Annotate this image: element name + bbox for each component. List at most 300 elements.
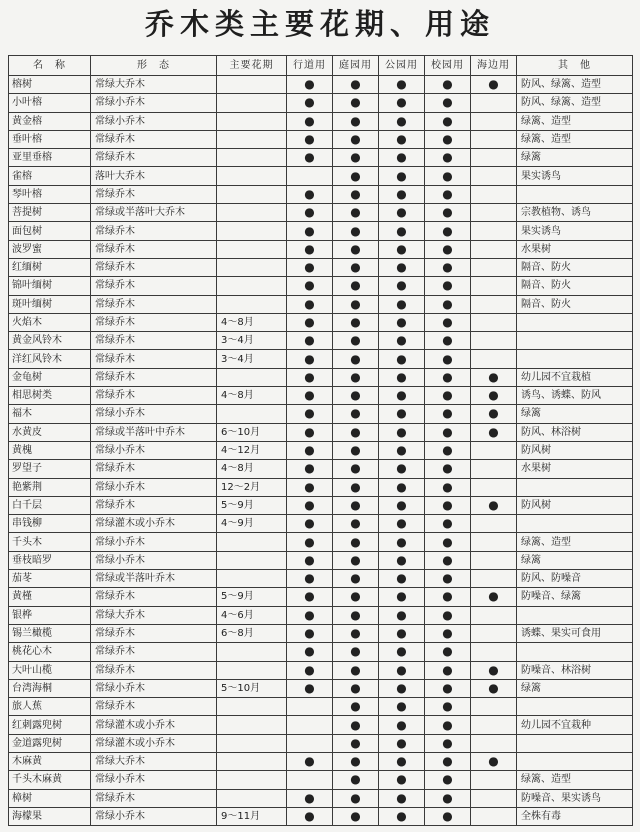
seaside-use-cell: [471, 533, 517, 551]
other-uses-cell: 绿篱: [517, 551, 633, 569]
street-use-cell: [287, 313, 333, 331]
tree-form-cell: 常绿乔木: [91, 240, 217, 258]
garden-use-cell: [333, 807, 379, 825]
other-uses-cell: 绿篱、造型: [517, 533, 633, 551]
tree-name-cell: 锦叶缅树: [9, 277, 91, 295]
use-dot-icon: ●: [442, 168, 453, 183]
campus-use-cell: [425, 460, 471, 478]
table-row: [9, 295, 633, 313]
garden-use-cell: [333, 606, 379, 624]
campus-use-cell: [425, 752, 471, 770]
campus-use-cell: [425, 606, 471, 624]
header-form: 形 态: [91, 56, 217, 76]
header-campus-use: 校园用: [425, 56, 471, 76]
campus-use-cell: [425, 130, 471, 148]
table-row: [9, 130, 633, 148]
use-dot-icon: ●: [304, 241, 315, 256]
other-uses-cell: [517, 643, 633, 661]
use-dot-icon: ●: [350, 315, 361, 329]
other-uses-cell: 水果树: [517, 460, 633, 478]
tree-name-cell: 金龟树: [9, 368, 91, 386]
tree-form-cell: 常绿小乔木: [91, 405, 217, 423]
tree-name-cell: 红缅树: [9, 258, 91, 276]
use-dot-icon: ●: [488, 369, 499, 384]
tree-form-cell: 常绿乔木: [91, 295, 217, 313]
use-dot-icon: ●: [304, 809, 315, 824]
flowering-period-cell: [217, 716, 287, 734]
seaside-use-cell: [471, 551, 517, 569]
table-row: [9, 771, 633, 789]
tree-name-cell: 樟树: [9, 789, 91, 807]
tree-form-cell: 常绿小乔木: [91, 112, 217, 130]
garden-use-cell: [333, 258, 379, 276]
tree-name-cell: 亚里垂榕: [9, 149, 91, 167]
table-row: [9, 313, 633, 331]
garden-use-cell: [333, 167, 379, 185]
use-dot-icon: ●: [304, 150, 315, 165]
street-use-cell: [287, 350, 333, 368]
table-row: [9, 515, 633, 533]
table-row: [9, 185, 633, 203]
use-dot-icon: ●: [396, 571, 407, 586]
tree-form-cell: 常绿大乔木: [91, 76, 217, 94]
garden-use-cell: [333, 771, 379, 789]
seaside-use-cell: [471, 734, 517, 752]
campus-use-cell: [425, 588, 471, 606]
tree-form-cell: 常绿小乔木: [91, 478, 217, 496]
street-use-cell: [287, 130, 333, 148]
use-dot-icon: ●: [442, 534, 453, 549]
use-dot-icon: ●: [304, 516, 315, 531]
table-row: [9, 533, 633, 551]
use-dot-icon: ●: [396, 589, 407, 604]
street-use-cell: [287, 771, 333, 789]
tree-name-cell: 黄槐: [9, 441, 91, 459]
garden-use-cell: [333, 130, 379, 148]
campus-use-cell: [425, 624, 471, 642]
use-dot-icon: ●: [396, 790, 407, 805]
use-dot-icon: ●: [304, 680, 315, 695]
use-dot-icon: ●: [350, 516, 361, 531]
tree-form-cell: 常绿或半落叶大乔木: [91, 204, 217, 222]
tree-form-cell: 常绿乔木: [91, 643, 217, 661]
use-dot-icon: ●: [350, 680, 361, 695]
street-use-cell: [287, 222, 333, 240]
use-dot-icon: ●: [350, 260, 361, 275]
flowering-period-cell: 5～10月: [217, 679, 287, 697]
seaside-use-cell: [471, 405, 517, 423]
tree-form-cell: 常绿乔木: [91, 130, 217, 148]
park-use-cell: [379, 332, 425, 350]
park-use-cell: [379, 606, 425, 624]
use-dot-icon: ●: [350, 479, 361, 494]
flowering-period-cell: [217, 112, 287, 130]
flowering-period-cell: 9～11月: [217, 807, 287, 825]
flowering-period-cell: 5～9月: [217, 496, 287, 514]
garden-use-cell: [333, 277, 379, 295]
park-use-cell: [379, 551, 425, 569]
garden-use-cell: [333, 515, 379, 533]
use-dot-icon: ●: [304, 534, 315, 549]
park-use-cell: [379, 94, 425, 112]
use-dot-icon: ●: [488, 754, 499, 769]
flowering-period-cell: 3～4月: [217, 350, 287, 368]
campus-use-cell: [425, 94, 471, 112]
use-dot-icon: ●: [442, 95, 453, 110]
tree-form-cell: 常绿乔木: [91, 313, 217, 331]
table-row: [9, 698, 633, 716]
use-dot-icon: ●: [350, 241, 361, 256]
use-dot-icon: ●: [350, 388, 361, 403]
use-dot-icon: ●: [350, 809, 361, 824]
use-dot-icon: ●: [350, 113, 361, 128]
street-use-cell: [287, 295, 333, 313]
other-uses-cell: [517, 698, 633, 716]
campus-use-cell: [425, 185, 471, 203]
seaside-use-cell: [471, 130, 517, 148]
tree-name-cell: 黄金风铃木: [9, 332, 91, 350]
tree-form-cell: 常绿乔木: [91, 588, 217, 606]
flowering-period-cell: [217, 185, 287, 203]
use-dot-icon: ●: [396, 644, 407, 659]
use-dot-icon: ●: [350, 369, 361, 384]
street-use-cell: [287, 368, 333, 386]
other-uses-cell: [517, 606, 633, 624]
use-dot-icon: ●: [442, 132, 453, 147]
use-dot-icon: ●: [396, 443, 407, 458]
tree-form-cell: 常绿乔木: [91, 222, 217, 240]
tree-form-cell: 常绿乔木: [91, 350, 217, 368]
park-use-cell: [379, 185, 425, 203]
campus-use-cell: [425, 661, 471, 679]
use-dot-icon: ●: [396, 113, 407, 128]
other-uses-cell: [517, 350, 633, 368]
tree-name-cell: 菩提树: [9, 204, 91, 222]
table-row: [9, 204, 633, 222]
seaside-use-cell: [471, 332, 517, 350]
use-dot-icon: ●: [304, 461, 315, 476]
flowering-period-cell: 4～8月: [217, 387, 287, 405]
use-dot-icon: ●: [442, 223, 453, 238]
park-use-cell: [379, 460, 425, 478]
use-dot-icon: ●: [396, 132, 407, 147]
street-use-cell: [287, 496, 333, 514]
park-use-cell: [379, 295, 425, 313]
street-use-cell: [287, 551, 333, 569]
other-uses-cell: 防风树: [517, 496, 633, 514]
tree-name-cell: 水黄皮: [9, 423, 91, 441]
garden-use-cell: [333, 423, 379, 441]
other-uses-cell: 水果树: [517, 240, 633, 258]
header-park-use: 公园用: [379, 56, 425, 76]
use-dot-icon: ●: [396, 754, 407, 769]
flowering-period-cell: [217, 789, 287, 807]
flowering-period-cell: 6～10月: [217, 423, 287, 441]
other-uses-cell: 隔音、防火: [517, 295, 633, 313]
garden-use-cell: [333, 149, 379, 167]
use-dot-icon: ●: [442, 406, 453, 421]
other-uses-cell: 隔音、防火: [517, 258, 633, 276]
table-header-row: [9, 56, 633, 76]
tree-form-cell: 常绿乔木: [91, 185, 217, 203]
tree-name-cell: 琴叶榕: [9, 185, 91, 203]
seaside-use-cell: [471, 258, 517, 276]
table-row: [9, 441, 633, 459]
use-dot-icon: ●: [304, 77, 315, 92]
garden-use-cell: [333, 368, 379, 386]
campus-use-cell: [425, 387, 471, 405]
tree-name-cell: 小叶榕: [9, 94, 91, 112]
header-street-use: 行道用: [287, 56, 333, 76]
use-dot-icon: ●: [350, 95, 361, 110]
tree-name-cell: 相思树类: [9, 387, 91, 405]
campus-use-cell: [425, 533, 471, 551]
use-dot-icon: ●: [304, 223, 315, 238]
use-dot-icon: ●: [350, 717, 361, 732]
garden-use-cell: [333, 533, 379, 551]
tree-form-cell: 常绿灌木或小乔木: [91, 734, 217, 752]
park-use-cell: [379, 277, 425, 295]
use-dot-icon: ●: [396, 809, 407, 824]
campus-use-cell: [425, 771, 471, 789]
flowering-period-cell: [217, 698, 287, 716]
use-dot-icon: ●: [350, 443, 361, 458]
seaside-use-cell: [471, 149, 517, 167]
table-row: [9, 606, 633, 624]
table-row: [9, 350, 633, 368]
table-row: [9, 167, 633, 185]
use-dot-icon: ●: [396, 369, 407, 384]
street-use-cell: [287, 204, 333, 222]
street-use-cell: [287, 789, 333, 807]
flowering-period-cell: [217, 771, 287, 789]
use-dot-icon: ●: [304, 790, 315, 805]
tree-form-cell: 常绿小乔木: [91, 94, 217, 112]
street-use-cell: [287, 643, 333, 661]
flowering-period-cell: [217, 533, 287, 551]
use-dot-icon: ●: [488, 424, 499, 439]
campus-use-cell: [425, 734, 471, 752]
use-dot-icon: ●: [396, 626, 407, 641]
tree-name-cell: 台湾海桐: [9, 679, 91, 697]
other-uses-cell: 绿篱、造型: [517, 771, 633, 789]
table-row: [9, 222, 633, 240]
garden-use-cell: [333, 112, 379, 130]
campus-use-cell: [425, 222, 471, 240]
use-dot-icon: ●: [442, 662, 453, 677]
tree-form-cell: 常绿大乔木: [91, 606, 217, 624]
use-dot-icon: ●: [350, 278, 361, 293]
use-dot-icon: ●: [442, 479, 453, 494]
tree-form-cell: 常绿或半落叶乔木: [91, 570, 217, 588]
street-use-cell: [287, 277, 333, 295]
other-uses-cell: 防风、防噪音: [517, 570, 633, 588]
use-dot-icon: ●: [350, 772, 361, 787]
campus-use-cell: [425, 423, 471, 441]
campus-use-cell: [425, 698, 471, 716]
flowering-period-cell: [217, 222, 287, 240]
other-uses-cell: 幼儿园不宜栽植: [517, 368, 633, 386]
use-dot-icon: ●: [350, 699, 361, 714]
use-dot-icon: ●: [396, 534, 407, 549]
tree-form-cell: 常绿乔木: [91, 624, 217, 642]
garden-use-cell: [333, 350, 379, 368]
tree-form-cell: 常绿或半落叶中乔木: [91, 423, 217, 441]
park-use-cell: [379, 368, 425, 386]
use-dot-icon: ●: [442, 809, 453, 824]
street-use-cell: [287, 734, 333, 752]
use-dot-icon: ●: [442, 497, 453, 512]
campus-use-cell: [425, 496, 471, 514]
tree-form-cell: 常绿乔木: [91, 460, 217, 478]
seaside-use-cell: [471, 185, 517, 203]
table-row: [9, 112, 633, 130]
seaside-use-cell: [471, 478, 517, 496]
header-seaside-use: 海边用: [471, 56, 517, 76]
table-row: [9, 643, 633, 661]
park-use-cell: [379, 734, 425, 752]
park-use-cell: [379, 149, 425, 167]
use-dot-icon: ●: [396, 77, 407, 92]
tree-form-cell: 常绿小乔木: [91, 533, 217, 551]
flowering-period-cell: [217, 94, 287, 112]
tree-name-cell: 金道露兜树: [9, 734, 91, 752]
use-dot-icon: ●: [396, 333, 407, 348]
use-dot-icon: ●: [304, 351, 315, 366]
use-dot-icon: ●: [396, 497, 407, 512]
table-row: [9, 76, 633, 94]
use-dot-icon: ●: [488, 680, 499, 695]
other-uses-cell: 隔音、防火: [517, 277, 633, 295]
table-row: [9, 149, 633, 167]
flowering-period-cell: [217, 643, 287, 661]
use-dot-icon: ●: [304, 626, 315, 641]
use-dot-icon: ●: [396, 662, 407, 677]
use-dot-icon: ●: [442, 278, 453, 293]
use-dot-icon: ●: [396, 388, 407, 403]
tree-form-cell: 常绿乔木: [91, 496, 217, 514]
use-dot-icon: ●: [304, 662, 315, 677]
use-dot-icon: ●: [488, 589, 499, 604]
use-dot-icon: ●: [442, 772, 453, 787]
street-use-cell: [287, 240, 333, 258]
flowering-period-cell: [217, 149, 287, 167]
park-use-cell: [379, 533, 425, 551]
flowering-period-cell: [217, 130, 287, 148]
use-dot-icon: ●: [304, 315, 315, 329]
garden-use-cell: [333, 496, 379, 514]
page-title: 乔木类主要花期、用途: [144, 7, 495, 41]
flowering-period-cell: [217, 258, 287, 276]
tree-name-cell: 黄槿: [9, 588, 91, 606]
street-use-cell: [287, 478, 333, 496]
flowering-period-cell: [217, 167, 287, 185]
use-dot-icon: ●: [442, 589, 453, 604]
street-use-cell: [287, 606, 333, 624]
tree-form-cell: 常绿小乔木: [91, 771, 217, 789]
tree-form-cell: 常绿乔木: [91, 661, 217, 679]
use-dot-icon: ●: [350, 351, 361, 366]
flowering-period-cell: 4～12月: [217, 441, 287, 459]
use-dot-icon: ●: [350, 205, 361, 220]
garden-use-cell: [333, 679, 379, 697]
use-dot-icon: ●: [396, 278, 407, 293]
table-row: [9, 94, 633, 112]
tree-name-cell: 海檬果: [9, 807, 91, 825]
tree-name-cell: 榕树: [9, 76, 91, 94]
use-dot-icon: ●: [442, 186, 453, 201]
park-use-cell: [379, 405, 425, 423]
seaside-use-cell: [471, 295, 517, 313]
seaside-use-cell: [471, 94, 517, 112]
use-dot-icon: ●: [396, 150, 407, 165]
table-row: [9, 679, 633, 697]
park-use-cell: [379, 222, 425, 240]
tree-form-cell: 常绿小乔木: [91, 807, 217, 825]
use-dot-icon: ●: [350, 607, 361, 622]
table-row: [9, 478, 633, 496]
use-dot-icon: ●: [396, 516, 407, 531]
use-dot-icon: ●: [442, 351, 453, 366]
use-dot-icon: ●: [350, 790, 361, 805]
street-use-cell: [287, 405, 333, 423]
other-uses-cell: 果实诱鸟: [517, 222, 633, 240]
street-use-cell: [287, 460, 333, 478]
use-dot-icon: ●: [350, 626, 361, 641]
header-name: 名 称: [9, 56, 91, 76]
tree-name-cell: 福木: [9, 405, 91, 423]
campus-use-cell: [425, 405, 471, 423]
campus-use-cell: [425, 643, 471, 661]
other-uses-cell: 诱鸟、诱蝶、防风: [517, 387, 633, 405]
seaside-use-cell: [471, 313, 517, 331]
campus-use-cell: [425, 204, 471, 222]
park-use-cell: [379, 588, 425, 606]
park-use-cell: [379, 423, 425, 441]
garden-use-cell: [333, 478, 379, 496]
tree-form-cell: 常绿乔木: [91, 332, 217, 350]
use-dot-icon: ●: [442, 260, 453, 275]
park-use-cell: [379, 716, 425, 734]
seaside-use-cell: [471, 350, 517, 368]
campus-use-cell: [425, 368, 471, 386]
use-dot-icon: ●: [442, 77, 453, 92]
other-uses-cell: [517, 478, 633, 496]
tree-name-cell: 黄金榕: [9, 112, 91, 130]
tree-name-cell: 面包树: [9, 222, 91, 240]
tree-form-cell: 常绿乔木: [91, 149, 217, 167]
use-dot-icon: ●: [442, 443, 453, 458]
garden-use-cell: [333, 716, 379, 734]
header-other: 其 他: [517, 56, 633, 76]
seaside-use-cell: [471, 624, 517, 642]
tree-name-cell: 桃花心木: [9, 643, 91, 661]
campus-use-cell: [425, 350, 471, 368]
seaside-use-cell: [471, 222, 517, 240]
use-dot-icon: ●: [304, 497, 315, 512]
other-uses-cell: 幼儿园不宜栽种: [517, 716, 633, 734]
tree-name-cell: 千头木麻黄: [9, 771, 91, 789]
other-uses-cell: 防噪音、绿篱: [517, 588, 633, 606]
use-dot-icon: ●: [442, 717, 453, 732]
seaside-use-cell: [471, 387, 517, 405]
use-dot-icon: ●: [304, 369, 315, 384]
other-uses-cell: [517, 185, 633, 203]
other-uses-cell: 绿篱、造型: [517, 112, 633, 130]
use-dot-icon: ●: [350, 754, 361, 769]
garden-use-cell: [333, 441, 379, 459]
table-row: [9, 368, 633, 386]
